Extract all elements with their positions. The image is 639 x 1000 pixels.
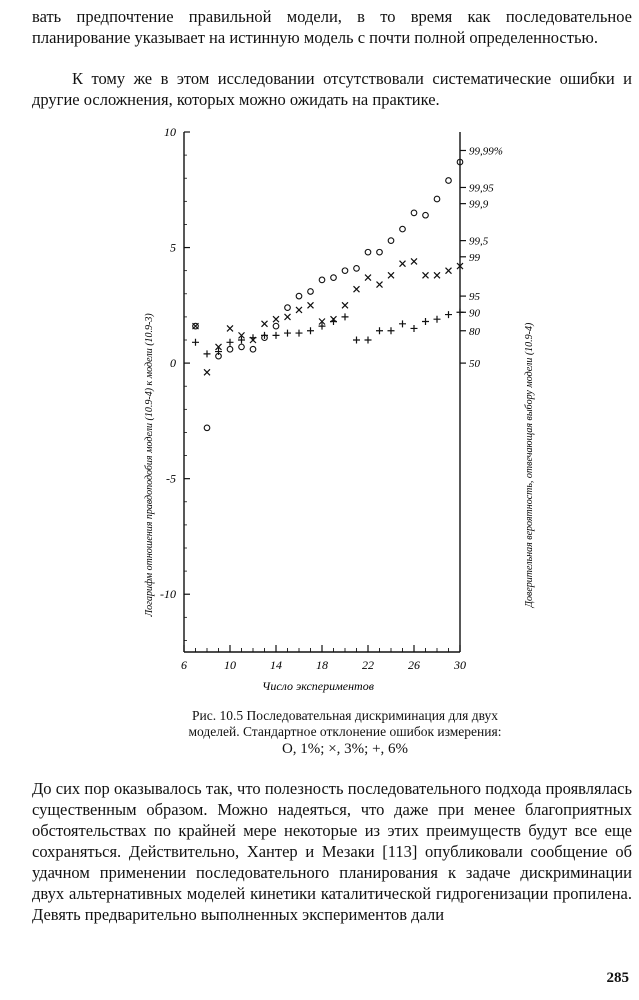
point-6pct <box>330 318 337 325</box>
x-tick-label: 18 <box>316 658 328 672</box>
point-3pct <box>434 272 440 278</box>
point-1pct <box>423 212 429 218</box>
y-tick-label: -10 <box>160 587 176 602</box>
point-6pct <box>296 330 303 337</box>
point-1pct <box>446 178 452 184</box>
point-1pct <box>354 266 360 272</box>
figure-10-5-chart <box>140 122 560 702</box>
point-1pct <box>365 249 371 255</box>
point-3pct <box>296 307 302 313</box>
x-axis-label: Число экспериментов <box>262 679 374 693</box>
point-3pct <box>262 321 268 327</box>
point-6pct <box>388 327 395 334</box>
x-tick-label: 26 <box>408 658 420 672</box>
point-3pct <box>354 286 360 292</box>
y2-tick-label: 99,95 <box>469 182 494 195</box>
point-6pct <box>445 311 452 318</box>
caption-legend: О, 1%; ×, 3%; +, 6% <box>281 741 409 757</box>
paragraph-top: вать предпочтение правильной модели, в то время как последовательное планирование указывает на истинную модель с почти полной определенностью. <box>32 7 632 47</box>
point-6pct <box>307 327 314 334</box>
point-6pct <box>422 318 429 325</box>
point-1pct <box>434 196 440 202</box>
y2-tick-label: 50 <box>469 358 480 371</box>
caption-line-1: Рис. 10.5 Последовательная дискриминация для двух <box>191 708 498 723</box>
y-tick-label: 10 <box>164 125 176 139</box>
y2-tick-label: 99,5 <box>469 235 489 248</box>
y2-tick-label: 99,99% <box>469 145 503 158</box>
page-number: 285 <box>606 970 629 986</box>
point-3pct <box>285 314 291 320</box>
y2-axis-label: Доверительная вероятность, отвечающая выбору модели (10.9-4) <box>524 322 535 608</box>
point-1pct <box>388 238 394 244</box>
point-6pct <box>192 339 199 346</box>
point-6pct <box>411 325 418 332</box>
point-3pct <box>308 302 314 308</box>
point-6pct <box>399 320 406 327</box>
x-tick-label: 14 <box>270 658 282 672</box>
y-tick-label: -5 <box>166 471 176 486</box>
y-tick-label: 0 <box>170 356 176 371</box>
point-6pct <box>434 316 441 323</box>
x-tick-label: 10 <box>224 658 236 672</box>
paragraph-systematic-errors: К тому же в этом исследовании отсутствовали систематические ошибки и другие осложнения, которых можно ожидать на практике. <box>32 69 632 109</box>
y2-tick-label: 95 <box>469 291 480 304</box>
y2-tick-label: 90 <box>469 307 480 320</box>
point-6pct <box>457 309 464 316</box>
point-1pct <box>342 268 348 274</box>
point-6pct <box>376 327 383 334</box>
point-1pct <box>250 346 256 352</box>
point-1pct <box>227 346 233 352</box>
point-3pct <box>377 282 383 288</box>
point-3pct <box>342 302 348 308</box>
x-tick-label: 6 <box>181 658 187 672</box>
y2-tick-label: 80 <box>469 325 480 338</box>
point-6pct <box>250 334 257 341</box>
point-6pct <box>227 339 234 346</box>
point-1pct <box>308 289 314 295</box>
figure-caption <box>130 708 560 758</box>
point-3pct <box>388 272 394 278</box>
y-axis-label: Логарифм отношения правдоподобия модели (10.9-4) к модели (10.9-3) <box>144 313 155 617</box>
point-1pct <box>319 277 325 283</box>
point-1pct <box>411 210 417 216</box>
point-6pct <box>204 350 211 357</box>
point-3pct <box>273 316 279 322</box>
point-1pct <box>331 275 337 281</box>
point-3pct <box>446 268 452 274</box>
point-1pct <box>285 305 291 311</box>
point-6pct <box>273 332 280 339</box>
point-1pct <box>400 226 406 232</box>
y2-tick-label: 99 <box>469 251 480 264</box>
caption-line-2: моделей. Стандартное отклонение ошибок измерения: <box>188 724 502 739</box>
point-1pct <box>204 425 210 431</box>
x-tick-label: 22 <box>362 658 374 672</box>
point-1pct <box>273 323 279 329</box>
point-3pct <box>204 369 210 375</box>
point-3pct <box>423 272 429 278</box>
point-6pct <box>342 313 349 320</box>
paragraph-sequential-approach: До сих пор оказывалось так, что полезность последовательного подхода проявлялась существенным образом. Можно надеяться, что даже при менее благоприятных обстоятельствах по крайней мере некоторые из этих преимуществ будут все еще сохраняться. Действительно, Хантер и Мезаки [113] опубликовали сообщение об удачном применении последовательного планирования к задаче дискриминации двух альтернативных моделей кинетики каталитической гидрогенизации пропилена. Девять предварительно выполненных экспериментов дали <box>32 779 632 924</box>
point-3pct <box>193 323 199 329</box>
y2-tick-label: 99,9 <box>469 198 489 211</box>
point-6pct <box>284 330 291 337</box>
point-1pct <box>377 249 383 255</box>
y-tick-label: 5 <box>170 240 176 255</box>
point-6pct <box>353 337 360 344</box>
point-3pct <box>411 258 417 264</box>
point-1pct <box>239 344 245 350</box>
x-tick-label: 30 <box>454 658 466 672</box>
point-3pct <box>227 325 233 331</box>
point-3pct <box>365 275 371 281</box>
point-6pct <box>365 337 372 344</box>
point-3pct <box>400 261 406 267</box>
point-1pct <box>296 293 302 299</box>
